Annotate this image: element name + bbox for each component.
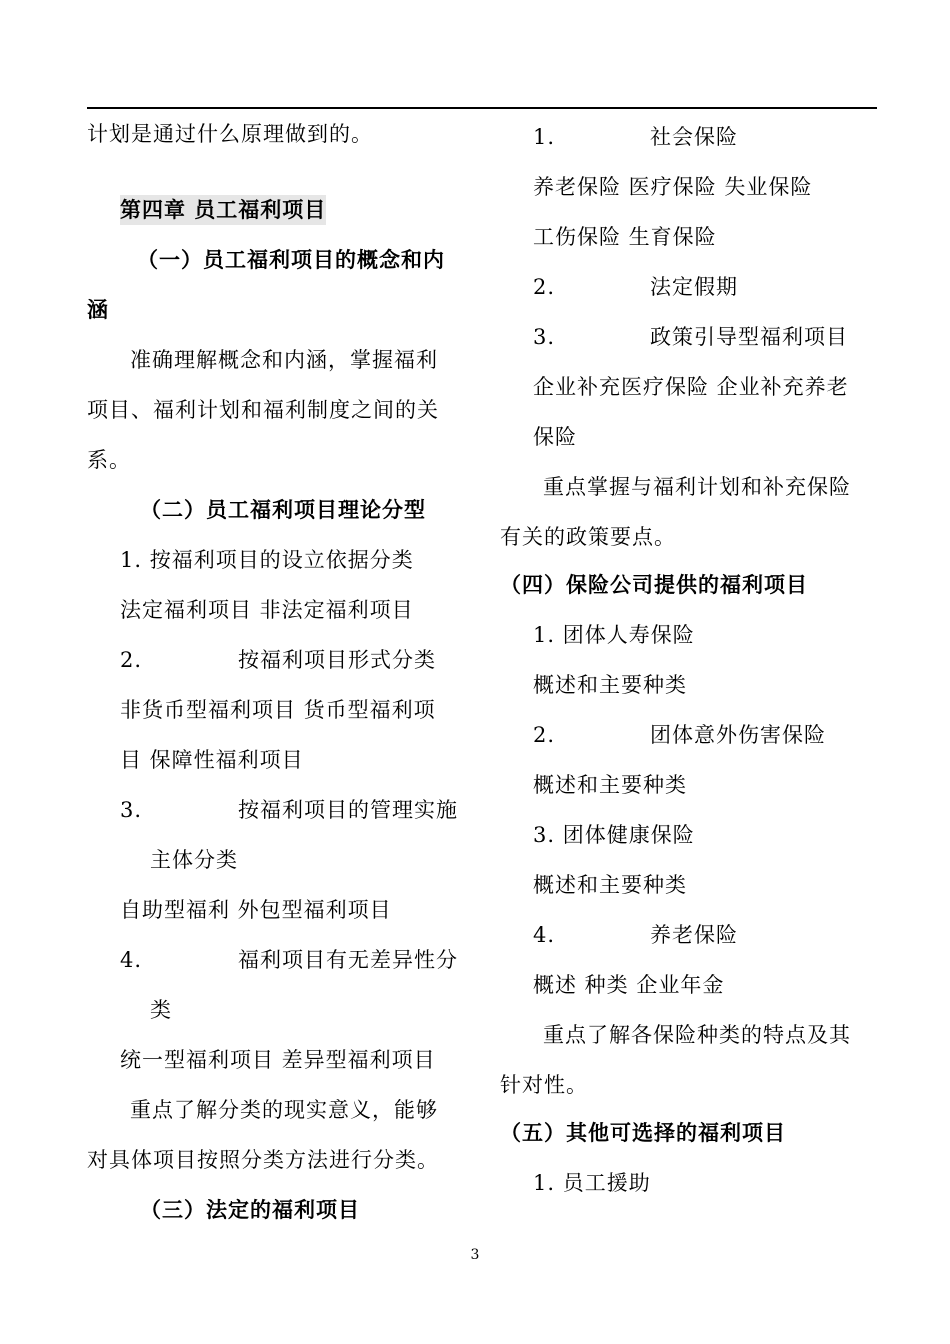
header-rule — [87, 107, 877, 109]
page-number: 3 — [470, 1247, 480, 1263]
list-number: 3. — [533, 325, 556, 349]
section-heading: （一）员工福利项目的概念和内 — [137, 248, 445, 272]
list-item: 按福利项目形式分类 — [238, 648, 436, 672]
list-item: 法定假期 — [650, 275, 738, 299]
list-number: 1. — [533, 125, 556, 149]
section-heading: （四）保险公司提供的福利项目 — [500, 573, 808, 597]
text-line: 有关的政策要点。 — [500, 525, 676, 549]
list-number: 2. — [120, 648, 143, 672]
list-item: 1. 按福利项目的设立依据分类 — [120, 548, 414, 572]
list-item: 1. 员工援助 — [533, 1171, 651, 1195]
section-heading: （二）员工福利项目理论分型 — [140, 498, 426, 522]
list-item: 团体意外伤害保险 — [650, 723, 826, 747]
text-line: 重点了解分类的现实意义，能够 — [130, 1098, 438, 1122]
text-line: 计划是通过什么原理做到的。 — [87, 122, 373, 146]
text-line: 重点掌握与福利计划和补充保险 — [543, 475, 851, 499]
text-line: 重点了解各保险种类的特点及其 — [543, 1023, 851, 1047]
text-line: 对具体项目按照分类方法进行分类。 — [87, 1148, 439, 1172]
text-line: 概述 种类 企业年金 — [533, 973, 725, 997]
text-line: 概述和主要种类 — [533, 673, 687, 697]
text-line: 概述和主要种类 — [533, 773, 687, 797]
text-line: 保险 — [533, 425, 577, 449]
text-line: 项目、福利计划和福利制度之间的关 — [87, 398, 439, 422]
list-item: 按福利项目的管理实施 — [238, 798, 458, 822]
list-item-cont: 类 — [150, 998, 172, 1022]
list-item-cont: 主体分类 — [150, 848, 238, 872]
section-heading-cont: 涵 — [87, 298, 109, 322]
section-heading: （三）法定的福利项目 — [140, 1198, 360, 1222]
text-line: 工伤保险 生育保险 — [533, 225, 717, 249]
list-number: 4. — [120, 948, 143, 972]
list-item: 社会保险 — [650, 125, 738, 149]
list-number: 2. — [533, 723, 556, 747]
list-item: 政策引导型福利项目 — [650, 325, 848, 349]
list-number: 4. — [533, 923, 556, 947]
text-line: 非货币型福利项目 货币型福利项 — [120, 698, 436, 722]
text-line: 法定福利项目 非法定福利项目 — [120, 598, 414, 622]
text-line: 企业补充医疗保险 企业补充养老 — [533, 375, 849, 399]
text-line: 自助型福利 外包型福利项目 — [120, 898, 392, 922]
list-item: 3. 团体健康保险 — [533, 823, 695, 847]
text-line: 系。 — [87, 448, 131, 472]
list-item: 1. 团体人寿保险 — [533, 623, 695, 647]
section-heading: （五）其他可选择的福利项目 — [500, 1121, 786, 1145]
text-line: 目 保障性福利项目 — [120, 748, 304, 772]
chapter-heading: 第四章 员工福利项目 — [120, 195, 326, 225]
text-line: 统一型福利项目 差异型福利项目 — [120, 1048, 436, 1072]
text-line: 针对性。 — [500, 1073, 588, 1097]
text-line: 准确理解概念和内涵，掌握福利 — [130, 348, 438, 372]
list-item: 福利项目有无差异性分 — [238, 948, 458, 972]
text-line: 养老保险 医疗保险 失业保险 — [533, 175, 813, 199]
text-line: 概述和主要种类 — [533, 873, 687, 897]
list-number: 2. — [533, 275, 556, 299]
list-number: 3. — [120, 798, 143, 822]
list-item: 养老保险 — [650, 923, 738, 947]
